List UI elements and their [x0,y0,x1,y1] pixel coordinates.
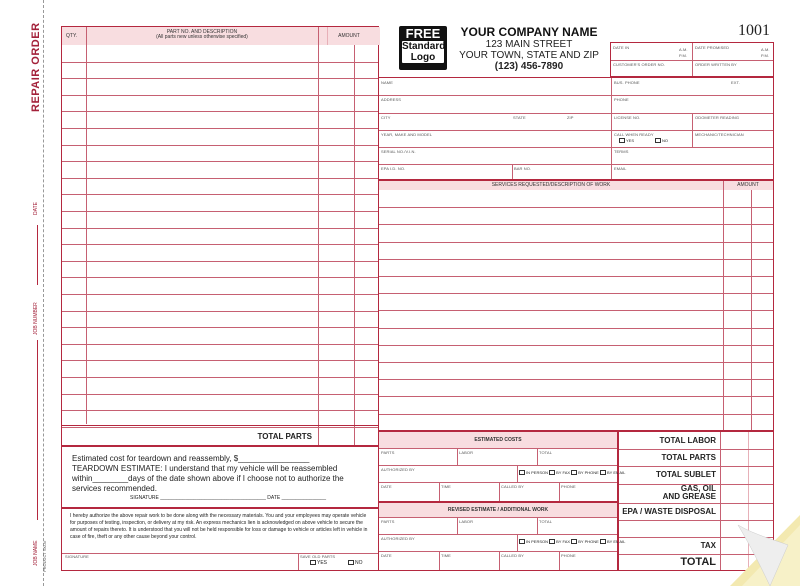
form-title-side: REPAIR ORDER [30,22,42,112]
teardown-line4: services recommended. [72,484,157,493]
side-sku-label: PRODUCT SKU# [42,540,47,572]
state-label: STATE [513,115,526,120]
odometer-label: ODOMETER READING [695,115,740,120]
call-ready-yes[interactable]: YES [619,138,634,143]
rev-by-email-checkbox[interactable] [600,539,606,544]
rev-date-label: DATE [381,553,392,558]
est-date-label: DATE [381,484,392,489]
estimate-box [378,431,626,502]
terms-label: TERMS [614,149,629,154]
parts-row-line [62,311,378,312]
parts-row-line [62,62,378,63]
company-name: YOUR COMPANY NAME [460,25,598,39]
est-parts-label: PARTS [381,450,395,455]
parts-table [61,26,379,446]
rev-authorized-label: AUTHORIZED BY [381,536,415,541]
phone-label: PHONE [614,97,629,102]
estimate-header: ESTIMATED COSTS [379,432,617,448]
services-row-line [379,293,773,294]
rev-labor-label: LABOR [459,519,474,524]
services-amount-header: AMOUNT [723,181,773,190]
mechanic-label: MECHANIC/TECHNICIAN [695,132,744,137]
authorization-box [61,508,379,571]
date-promised-label: DATE PROMISED [695,45,730,50]
services-row-line [379,207,773,208]
rev-time-label: TIME [441,553,451,558]
page-curl [730,515,800,586]
parts-row-line [62,427,378,428]
services-rows [379,190,773,430]
save-parts-label: SAVE OLD PARTS [300,554,336,559]
date-promised-am: A.M. [761,47,770,52]
services-row-line [379,259,773,260]
rev-by-phone-checkbox[interactable] [571,539,577,544]
ext-label: EXT. [731,80,740,85]
date-in-label: DATE IN [613,45,630,50]
est-labor-label: LABOR [459,450,474,455]
order-number: 1001 [738,22,770,39]
date-promised-pm: P.M. [761,53,770,58]
company-street: 123 MAIN STREET [485,39,573,50]
epa-waste-label: EPA / WASTE DISPOSAL [622,507,716,516]
company-phone: (123) 456-7890 [494,61,564,72]
services-row-line [379,414,773,415]
est-authorized-label: AUTHORIZED BY [381,467,415,472]
services-table [378,180,774,431]
parts-row-line [62,360,378,361]
date-in-am: A.M. [679,47,688,52]
company-city: YOUR TOWN, STATE AND ZIP [459,50,599,61]
est-auth-options: IN PERSON BY FAX BY PHONE BY EMAIL [519,470,625,475]
parts-row-line [62,327,378,328]
teardown-box [61,446,379,508]
services-row-line [379,310,773,311]
city-label: CITY [381,115,391,120]
rev-in-person-checkbox[interactable] [519,539,525,544]
total-sublet-label: TOTAL SUBLET [656,470,716,479]
total-parts-summary-label: TOTAL PARTS [661,453,716,462]
rev-by-fax-checkbox[interactable] [549,539,555,544]
customer-order-label: CUSTOMER'S ORDER NO. [613,62,666,67]
perforation-line [43,0,44,586]
parts-row-line [62,344,378,345]
rev-called-by-label: CALLED BY [501,553,524,558]
services-row-line [379,328,773,329]
est-total-label: TOTAL [539,450,553,455]
rev-total-label: TOTAL [539,519,553,524]
total-labor-label: TOTAL LABOR [659,436,716,445]
desc-header-line2: (All parts new unless otherwise specified) [156,34,248,40]
parts-row-line [62,211,378,212]
date-line [37,225,38,285]
save-parts-yes[interactable]: YES [310,560,327,566]
parts-row-line [62,128,378,129]
side-strip [0,0,58,586]
serial-label: SERIAL NO./V.I.N. [381,149,416,154]
epa-id-label: EPA I.D. NO. [381,166,406,171]
revised-box [378,502,626,571]
parts-row-line [62,161,378,162]
company-logo: FREE Standard Logo [399,26,447,70]
desc-header [86,27,318,45]
parts-row-line [62,78,378,79]
parts-row-line [62,178,378,179]
side-date-label: DATE [33,202,39,215]
amount-header: AMOUNT [318,27,380,45]
parts-row-line [62,145,378,146]
gas-oil-label: GAS, OIL AND GREASE [662,484,716,501]
call-ready-no[interactable]: NO [655,138,668,143]
parts-row-line [62,194,378,195]
teardown-line3: within________days of the date shown above if I choose not to authorize the [72,474,344,483]
teardown-signature-line: SIGNATURE ______________________________________ DATE ________________ [130,495,327,501]
parts-row-line [62,261,378,262]
services-row-line [379,224,773,225]
est-phone-label: PHONE [561,484,576,489]
parts-row-line [62,294,378,295]
license-label: LICENSE NO. [614,115,641,120]
rev-parts-label: PARTS [381,519,395,524]
est-time-label: TIME [441,484,451,489]
by-fax-checkbox[interactable] [549,470,555,475]
call-ready-label: CALL WHEN READY [614,132,654,137]
save-parts-no[interactable]: NO [348,560,363,566]
desc-header-line1: PART NO. AND DESCRIPTION [166,29,238,35]
by-email-checkbox[interactable] [600,470,606,475]
teardown-line1: Estimated cost for teardown and reassembly, $________________ [72,454,310,463]
parts-row-line [62,228,378,229]
parts-row-line [62,111,378,112]
rev-auth-options: IN PERSON BY FAX BY PHONE BY EMAIL [519,539,625,544]
bar-no-label: BAR NO. [514,166,532,171]
year-make-model-label: YEAR, MAKE AND MODEL [381,132,433,137]
rev-phone-label: PHONE [561,553,576,558]
side-job-name-label: JOB NAME [33,540,39,566]
teardown-line2: TEARDOWN ESTIMATE: I understand that my vehicle will be reassembled [72,464,338,473]
services-row-line [379,242,773,243]
zip-label: ZIP [567,115,574,120]
customer-grid [378,77,774,180]
date-box [610,42,774,77]
parts-row-line [62,410,378,411]
parts-row-line [62,95,378,96]
est-called-by-label: CALLED BY [501,484,524,489]
qty-header: QTY. [62,27,86,45]
revised-header: REVISED ESTIMATE / ADDITIONAL WORK [379,503,617,517]
job-number-line [37,340,38,520]
services-row-line [379,276,773,277]
email-label: EMAIL [614,166,627,171]
parts-row-line [62,394,378,395]
parts-rows [62,45,378,427]
tax-label: TAX [700,541,716,550]
services-header: SERVICES REQUESTED/DESCRIPTION OF WORK [379,181,723,190]
side-job-number-label: JOB NUMBER [33,302,39,335]
address-label: ADDRESS [381,97,402,102]
by-phone-checkbox[interactable] [571,470,577,475]
authorization-text: I hereby authorize the above repair work to be done along with the necessary materials. You and your employees may operate vehicle for purposes of testing, inspection, or delivery at my risk. An express mechanics lien is acknowledged on above vehicle to secure the amount of repairs thereto. It is understood that you will not be held responsible for loss or damage to vehicle or articles left in vehicle in case of fire, theft or any other cause beyond your control. [70,513,368,540]
name-label: NAME [381,80,393,85]
in-person-checkbox[interactable] [519,470,525,475]
total-parts-label: TOTAL PARTS [257,432,312,441]
services-row-line [379,396,773,397]
bus-phone-label: BUS. PHONE [614,80,640,85]
parts-row-line [62,244,378,245]
parts-row-line [62,277,378,278]
parts-row-line [62,377,378,378]
grand-total-label: TOTAL [680,556,716,568]
company-info [452,25,606,73]
date-in-pm: P.M. [679,53,688,58]
order-written-label: ORDER WRITTEN BY [695,62,737,67]
services-row-line [379,379,773,380]
services-row-line [379,362,773,363]
signature-label: SIGNATURE [65,554,89,559]
services-row-line [379,345,773,346]
